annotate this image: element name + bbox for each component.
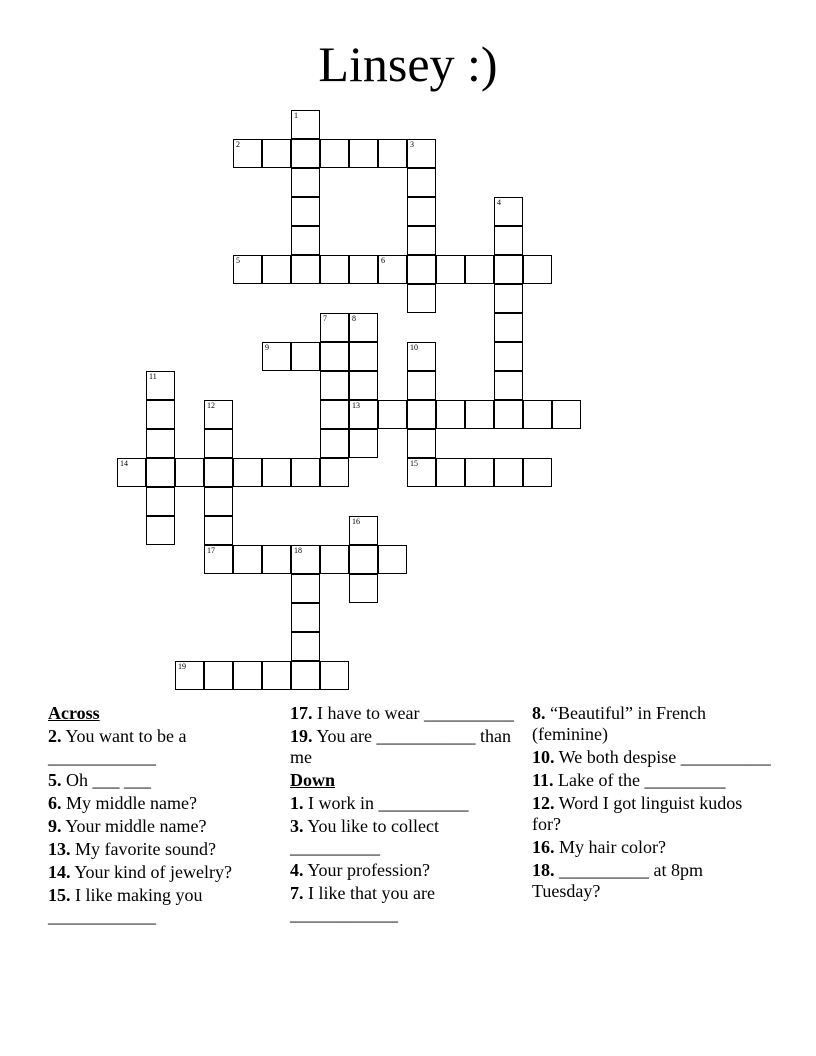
grid-cell[interactable] (204, 429, 233, 458)
clue-item (532, 837, 772, 858)
grid-cell[interactable] (262, 458, 291, 487)
clue-number: 18 (294, 546, 302, 555)
grid-cell[interactable] (291, 197, 320, 226)
grid-cell[interactable] (204, 487, 233, 516)
clue-item (290, 860, 515, 881)
grid-cell[interactable] (262, 661, 291, 690)
clue-item (290, 726, 515, 768)
grid-cell[interactable] (349, 139, 378, 168)
grid-cell[interactable] (320, 545, 349, 574)
clue-item (48, 726, 273, 768)
clue-text: I like that you are ____________ (290, 883, 435, 924)
grid-cell[interactable] (291, 226, 320, 255)
clue-number-label: 3. (290, 816, 304, 836)
clue-text: Word I got linguist kudos for? (532, 793, 743, 834)
clue-number-label: 13. (48, 839, 71, 859)
clue-number-label: 18. (532, 860, 555, 880)
clue-text: I have to wear __________ (312, 703, 514, 723)
clue-number-label: 15. (48, 885, 71, 905)
clue-number: 15 (410, 459, 418, 468)
clue-number-label: 7. (290, 883, 304, 903)
clue-text: We both despise __________ (554, 747, 771, 767)
grid-cell[interactable] (523, 255, 552, 284)
grid-cell[interactable] (465, 255, 494, 284)
grid-cell[interactable] (204, 661, 233, 690)
grid-cell[interactable] (233, 255, 262, 284)
grid-cell[interactable] (262, 545, 291, 574)
grid-cell[interactable] (146, 371, 175, 400)
across-header: Across (48, 703, 100, 723)
grid-cell[interactable] (494, 226, 523, 255)
grid-cell[interactable] (291, 168, 320, 197)
clue-number: 5 (236, 256, 240, 265)
grid-cell[interactable] (494, 458, 523, 487)
clue-item (532, 793, 772, 835)
clue-number: 8 (352, 314, 356, 323)
clue-item (290, 703, 515, 724)
clue-column-3 (532, 703, 772, 904)
clue-item (532, 770, 772, 791)
clue-number-label: 10. (532, 747, 555, 767)
clue-text: You like to collect __________ (290, 816, 439, 857)
clue-number: 16 (352, 517, 360, 526)
clue-number-label: 16. (532, 837, 555, 857)
grid-cell[interactable] (349, 429, 378, 458)
grid-cell[interactable] (320, 458, 349, 487)
grid-cell[interactable] (146, 487, 175, 516)
grid-cell[interactable] (320, 371, 349, 400)
clue-number: 10 (410, 343, 418, 352)
clue-number: 4 (497, 198, 501, 207)
grid-cell[interactable] (262, 255, 291, 284)
clue-text: My hair color? (554, 837, 666, 857)
grid-cell[interactable] (291, 139, 320, 168)
grid-cell[interactable] (349, 545, 378, 574)
grid-cell[interactable] (146, 516, 175, 545)
grid-cell[interactable] (407, 284, 436, 313)
clue-number-label: 6. (48, 793, 62, 813)
clue-text: __________ at 8pm Tuesday? (532, 860, 703, 901)
grid-cell[interactable] (233, 458, 262, 487)
clue-number-label: 1. (290, 793, 304, 813)
grid-cell[interactable] (407, 342, 436, 371)
clue-number: 14 (120, 459, 128, 468)
clue-number-label: 17. (290, 703, 313, 723)
grid-cell[interactable] (320, 255, 349, 284)
clue-number: 3 (410, 140, 414, 149)
clue-number-label: 19. (290, 726, 313, 746)
clue-item (290, 883, 515, 925)
grid-cell[interactable] (320, 139, 349, 168)
clue-item (48, 793, 273, 814)
clue-number-label: 12. (532, 793, 555, 813)
grid-cell[interactable] (494, 371, 523, 400)
grid-cell[interactable] (349, 400, 378, 429)
grid-cell[interactable] (320, 661, 349, 690)
grid-cell[interactable] (494, 284, 523, 313)
clue-text: Oh ___ ___ (61, 770, 151, 790)
grid-cell[interactable] (378, 545, 407, 574)
clue-text: Your kind of jewelry? (70, 862, 232, 882)
clue-number-label: 2. (48, 726, 62, 746)
down-header: Down (290, 770, 336, 790)
clue-number: 19 (178, 662, 186, 671)
grid-cell[interactable] (291, 342, 320, 371)
clue-item (532, 860, 772, 902)
grid-cell[interactable] (291, 255, 320, 284)
clue-number: 1 (294, 111, 298, 120)
grid-cell[interactable] (378, 139, 407, 168)
clue-text: Your profession? (303, 860, 431, 880)
grid-cell[interactable] (349, 255, 378, 284)
grid-cell[interactable] (407, 458, 436, 487)
grid-cell[interactable] (407, 139, 436, 168)
grid-cell[interactable] (407, 197, 436, 226)
grid-cell[interactable] (291, 110, 320, 139)
grid-cell[interactable] (407, 400, 436, 429)
grid-cell[interactable] (378, 255, 407, 284)
grid-cell[interactable] (117, 458, 146, 487)
clue-number: 11 (149, 372, 157, 381)
grid-cell[interactable] (349, 371, 378, 400)
grid-cell[interactable] (204, 400, 233, 429)
clue-text: I like making you ____________ (48, 885, 203, 926)
grid-cell[interactable] (320, 400, 349, 429)
clue-number: 7 (323, 314, 327, 323)
clue-item (48, 816, 273, 837)
clue-item (48, 770, 273, 791)
grid-cell[interactable] (146, 458, 175, 487)
grid-cell[interactable] (494, 400, 523, 429)
clue-column-1 (48, 703, 273, 929)
clue-number: 12 (207, 401, 215, 410)
clue-text: My middle name? (61, 793, 197, 813)
grid-cell[interactable] (494, 313, 523, 342)
clue-number: 6 (381, 256, 385, 265)
grid-cell[interactable] (291, 458, 320, 487)
clue-item (532, 747, 772, 768)
clue-column-2 (290, 703, 515, 927)
clue-item (48, 885, 273, 927)
grid-cell[interactable] (233, 661, 262, 690)
grid-cell[interactable] (291, 632, 320, 661)
grid-cell[interactable] (407, 226, 436, 255)
grid-cell[interactable] (320, 313, 349, 342)
clue-number-label: 11. (532, 770, 554, 790)
clue-number: 17 (207, 546, 215, 555)
grid-cell[interactable] (233, 139, 262, 168)
grid-cell[interactable] (146, 400, 175, 429)
clue-number-label: 8. (532, 703, 546, 723)
grid-cell[interactable] (262, 139, 291, 168)
grid-cell[interactable] (552, 400, 581, 429)
clue-item (48, 862, 273, 883)
puzzle-title: Linsey :) (318, 36, 498, 92)
grid-cell[interactable] (146, 429, 175, 458)
clue-number: 13 (352, 401, 360, 410)
clue-item (48, 839, 273, 860)
grid-cell[interactable] (262, 342, 291, 371)
clue-text: “Beautiful” in French (feminine) (532, 703, 706, 744)
clue-text: You are ___________ than me (290, 726, 511, 767)
grid-cell[interactable] (523, 400, 552, 429)
clue-number: 9 (265, 343, 269, 352)
grid-cell[interactable] (494, 255, 523, 284)
grid-cell[interactable] (436, 458, 465, 487)
grid-cell[interactable] (204, 458, 233, 487)
grid-cell[interactable] (436, 255, 465, 284)
grid-cell[interactable] (465, 458, 494, 487)
clue-text: My favorite sound? (70, 839, 216, 859)
grid-cell[interactable] (407, 255, 436, 284)
grid-cell[interactable] (320, 429, 349, 458)
clue-text: Lake of the _________ (553, 770, 726, 790)
grid-cell[interactable] (349, 516, 378, 545)
grid-cell[interactable] (407, 168, 436, 197)
grid-cell[interactable] (465, 400, 494, 429)
clue-text: You want to be a ____________ (48, 726, 187, 767)
grid-cell[interactable] (407, 371, 436, 400)
grid-cell[interactable] (291, 603, 320, 632)
grid-cell[interactable] (175, 458, 204, 487)
grid-cell[interactable] (175, 661, 204, 690)
grid-cell[interactable] (494, 197, 523, 226)
grid-cell[interactable] (349, 574, 378, 603)
grid-cell[interactable] (436, 400, 465, 429)
grid-cell[interactable] (494, 342, 523, 371)
clue-item (532, 703, 772, 745)
grid-cell[interactable] (291, 545, 320, 574)
grid-cell[interactable] (291, 574, 320, 603)
grid-cell[interactable] (320, 342, 349, 371)
grid-cell[interactable] (233, 545, 262, 574)
grid-cell[interactable] (204, 516, 233, 545)
clue-number-label: 9. (48, 816, 62, 836)
grid-cell[interactable] (523, 458, 552, 487)
grid-cell[interactable] (349, 342, 378, 371)
clue-number: 2 (236, 140, 240, 149)
grid-cell[interactable] (349, 313, 378, 342)
grid-cell[interactable] (378, 400, 407, 429)
clue-text: Your middle name? (61, 816, 207, 836)
clue-item (290, 816, 515, 858)
grid-cell[interactable] (204, 545, 233, 574)
clue-number-label: 4. (290, 860, 304, 880)
clue-number-label: 14. (48, 862, 71, 882)
grid-cell[interactable] (407, 429, 436, 458)
clue-text: I work in __________ (303, 793, 469, 813)
clue-item (290, 793, 515, 814)
clue-number-label: 5. (48, 770, 62, 790)
grid-cell[interactable] (291, 661, 320, 690)
